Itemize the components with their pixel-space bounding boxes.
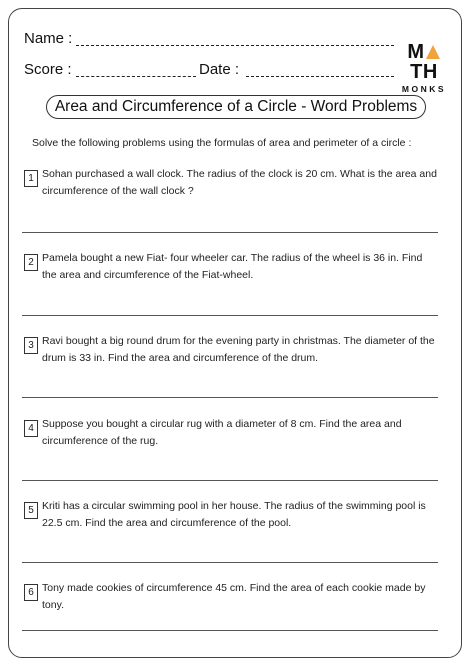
date-field[interactable] bbox=[246, 76, 394, 77]
answer-line[interactable] bbox=[22, 397, 438, 398]
math-monks-logo bbox=[396, 42, 452, 94]
name-label: Name : bbox=[24, 30, 73, 47]
logo-wordmark: MTH bbox=[407, 41, 438, 83]
answer-line[interactable] bbox=[22, 480, 438, 481]
worksheet-title: Area and Circumference of a Circle - Word Problems bbox=[46, 95, 426, 119]
answer-line[interactable] bbox=[22, 562, 438, 563]
question-number: 3 bbox=[24, 337, 38, 354]
question-number: 2 bbox=[24, 254, 38, 271]
question-number: 6 bbox=[24, 584, 38, 601]
instruction-text: Solve the following problems using the formulas of area and perimeter of a circle : bbox=[32, 137, 412, 149]
question-number: 5 bbox=[24, 502, 38, 519]
question-number: 4 bbox=[24, 420, 38, 437]
score-field[interactable] bbox=[76, 76, 196, 77]
question-text: Pamela bought a new Fiat- four wheeler car. The radius of the wheel is 36 in. Find the area and circumference of the Fiat-wheel. bbox=[42, 252, 423, 281]
name-field[interactable] bbox=[76, 45, 394, 46]
question-text: Ravi bought a big round drum for the evening party in christmas. The diameter of the drum is 33 in. Find the area and circumference of the drum. bbox=[42, 335, 435, 364]
answer-line[interactable] bbox=[22, 315, 438, 316]
question-text: Tony made cookies of circumference 45 cm. Find the area of each cookie made by tony. bbox=[42, 582, 426, 611]
question-text: Suppose you bought a circular rug with a diameter of 8 cm. Find the area and circumference of the rug. bbox=[42, 418, 402, 447]
question-text: Sohan purchased a wall clock. The radius of the clock is 20 cm. What is the area and circumference of the wall clock ? bbox=[42, 168, 437, 197]
score-label: Score : bbox=[24, 61, 72, 78]
triangle-icon bbox=[426, 45, 440, 59]
answer-line[interactable] bbox=[22, 630, 438, 631]
date-label: Date : bbox=[199, 61, 240, 78]
answer-line[interactable] bbox=[22, 232, 438, 233]
question-text: Kriti has a circular swimming pool in her house. The radius of the swimming pool is 22.5 cm. Find the area and circumference of the pool. bbox=[42, 500, 426, 529]
question-number: 1 bbox=[24, 170, 38, 187]
logo-subtitle: MONKS bbox=[401, 84, 447, 94]
